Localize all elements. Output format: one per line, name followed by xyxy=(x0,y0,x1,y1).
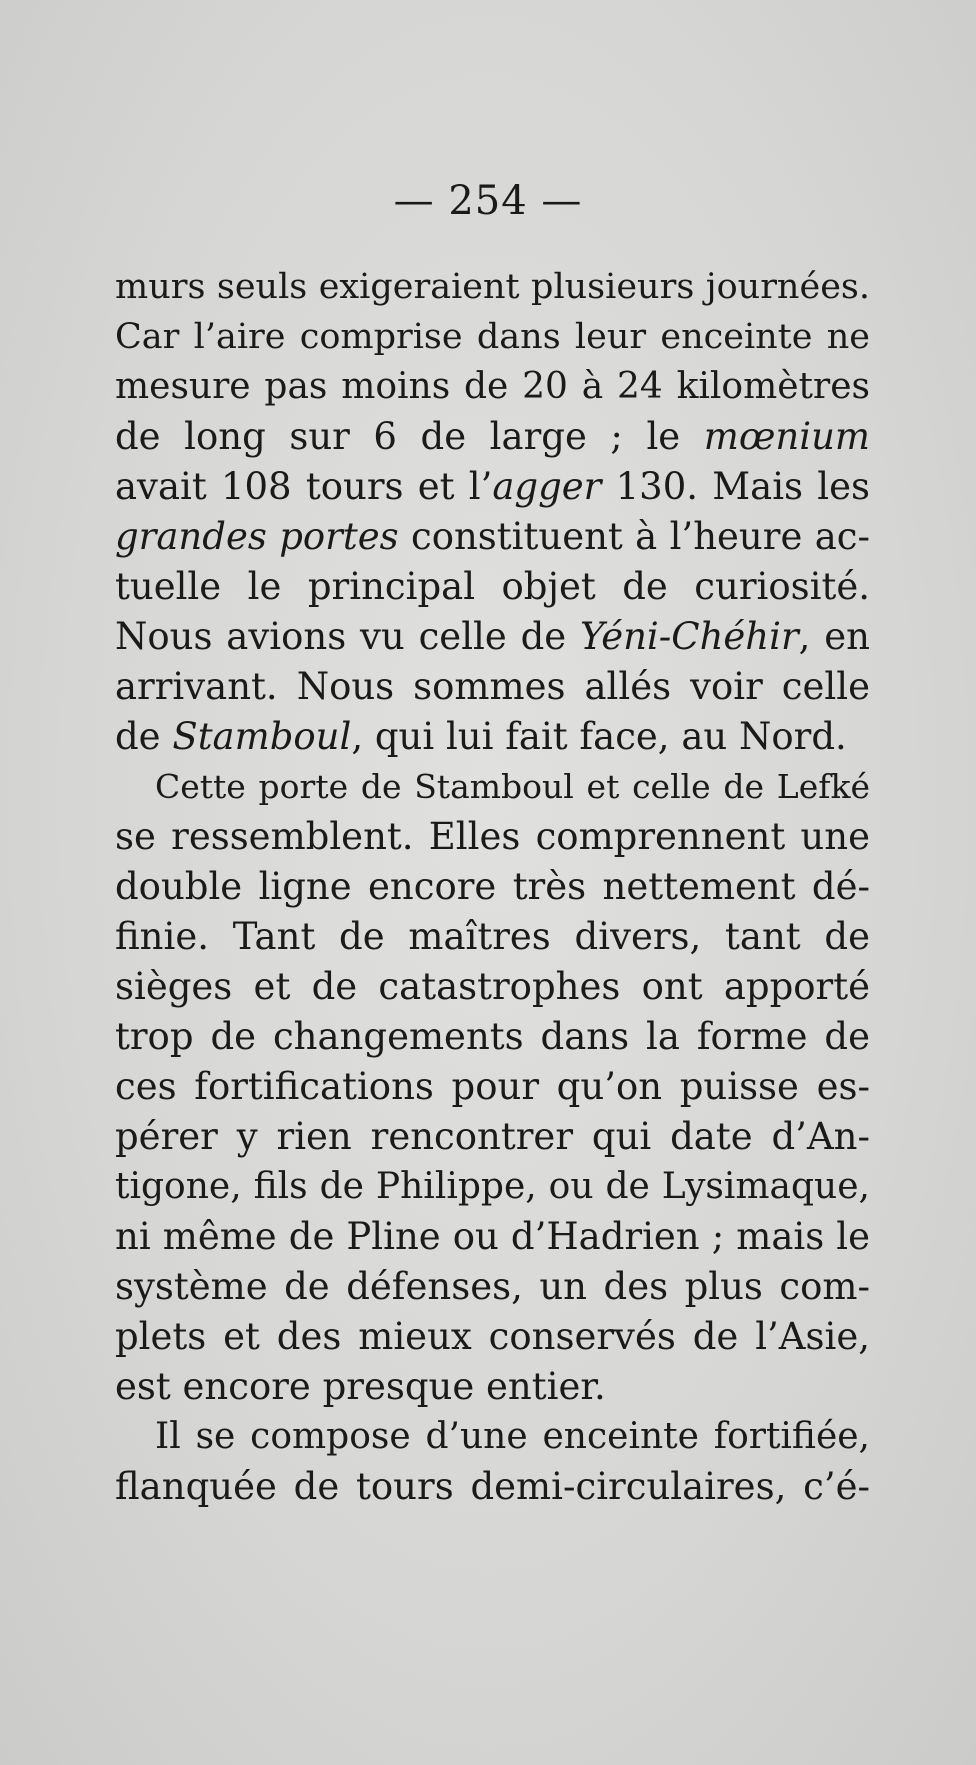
text-span: pérer y rien rencontrer qui date d’An- xyxy=(115,1115,870,1158)
italic-text: agger xyxy=(492,465,602,508)
body-text xyxy=(115,262,870,1512)
text-line xyxy=(115,912,870,962)
text-span: plets et des mieux conservés de l’Asie, xyxy=(115,1315,870,1358)
text-line xyxy=(115,1062,870,1112)
text-line xyxy=(115,362,870,412)
text-span: ni même de Pline ou d’Hadrien ; mais le xyxy=(115,1215,870,1258)
text-span: arrivant. Nous sommes allés voir celle xyxy=(115,665,870,708)
italic-text: grandes portes xyxy=(115,515,399,558)
text-line xyxy=(115,512,870,562)
text-span: , qui lui fait face, au Nord. xyxy=(351,715,847,758)
text-line xyxy=(115,962,870,1012)
text-line xyxy=(115,1012,870,1062)
text-span: finie. Tant de maîtres divers, tant de xyxy=(115,915,870,958)
text-span: Cette porte de Stamboul et celle de Lefké xyxy=(155,767,870,806)
text-line xyxy=(115,462,870,512)
text-line xyxy=(115,562,870,612)
italic-text: Stamboul xyxy=(172,715,352,758)
text-span: sièges et de catastrophes ont apporté xyxy=(115,965,870,1008)
text-span: système de défenses, un des plus com- xyxy=(115,1265,870,1308)
text-line xyxy=(115,862,870,912)
text-span: ces fortifications pour qu’on puisse es- xyxy=(115,1065,870,1108)
text-line xyxy=(115,1112,870,1162)
text-line xyxy=(115,1262,870,1312)
text-span: trop de changements dans la forme de xyxy=(115,1015,870,1058)
text-line xyxy=(115,612,870,662)
text-span: tigone, fils de Philippe, ou de Lysimaque, xyxy=(115,1166,870,1207)
text-span: 130. Mais les xyxy=(601,465,870,508)
text-span: flanquée de tours demi-circulaires, c’é- xyxy=(115,1465,870,1508)
text-line xyxy=(115,812,870,862)
page-number: — 254 — xyxy=(393,178,583,224)
text-span: Nous avions vu celle de xyxy=(115,615,580,658)
text-line xyxy=(115,1162,870,1212)
text-span: se ressemblent. Elles comprennent une xyxy=(115,815,870,858)
text-span: tuelle le principal objet de curiosité. xyxy=(115,565,870,608)
italic-text: Yéni-Chéhir xyxy=(580,615,799,658)
text-line xyxy=(115,762,870,812)
text-line xyxy=(115,1362,870,1412)
text-line xyxy=(115,1412,870,1462)
text-line xyxy=(115,412,870,462)
text-span: , en xyxy=(798,615,870,658)
text-span: constituent à l’heure ac- xyxy=(398,515,870,558)
text-span: double ligne encore très nettement dé- xyxy=(115,865,870,908)
text-line xyxy=(115,262,870,312)
text-line xyxy=(115,712,870,762)
italic-text: mœnium xyxy=(703,415,870,458)
text-span: murs seuls exigeraient plusieurs journées. xyxy=(115,267,870,307)
text-line xyxy=(115,662,870,712)
text-span: avait 108 tours et l’ xyxy=(115,465,493,508)
text-span: de xyxy=(115,715,173,758)
text-span: Il se compose d’une enceinte fortifiée, xyxy=(155,1416,870,1457)
text-line xyxy=(115,1312,870,1362)
text-line xyxy=(115,312,870,362)
text-span: mesure pas moins de 20 à 24 kilomètres xyxy=(115,366,870,407)
text-span: Car l’aire comprise dans leur enceinte ne xyxy=(115,317,870,357)
text-span: de long sur 6 de large ; le xyxy=(115,415,704,458)
text-span: est encore presque entier. xyxy=(115,1365,606,1408)
text-line xyxy=(115,1212,870,1262)
text-line xyxy=(115,1462,870,1512)
